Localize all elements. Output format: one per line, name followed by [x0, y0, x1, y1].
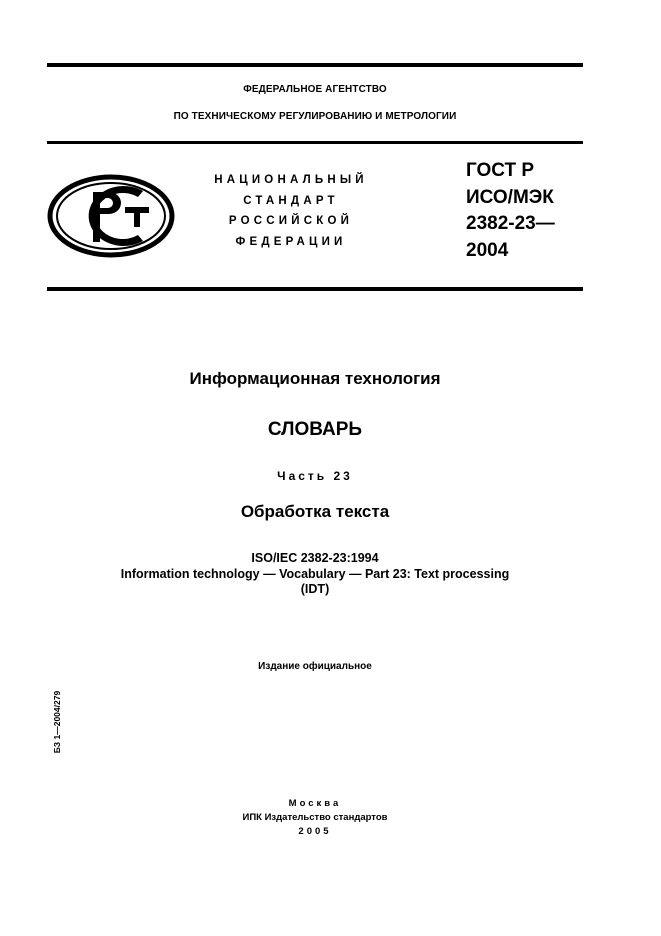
- document-vocabulary-heading: СЛОВАРЬ: [267, 419, 363, 440]
- agency-line-1: ФЕДЕРАЛЬНОЕ АГЕНТСТВО: [243, 84, 387, 95]
- middle-rule: [47, 141, 583, 144]
- designation-line: ИСО/МЭК: [466, 186, 554, 208]
- standard-type-line: НАЦИОНАЛЬНЫЙ: [214, 174, 368, 186]
- iso-equivalence: (IDT): [300, 582, 330, 596]
- catalog-code: БЗ 1—2004/279: [52, 690, 62, 754]
- top-rule: [47, 63, 583, 67]
- document-part-number: Часть 23: [277, 469, 353, 483]
- imprint-publisher: ИПК Издательство стандартов: [242, 812, 388, 823]
- designation-line: ГОСТ Р: [466, 160, 535, 181]
- iso-title: Information technology — Vocabulary — Part 23: Text processing: [120, 567, 510, 581]
- standard-type-line: СТАНДАРТ: [243, 194, 339, 207]
- imprint-city: Москва: [288, 798, 342, 809]
- designation-line: 2004: [466, 239, 509, 261]
- edition-label: Издание официальное: [258, 661, 372, 672]
- standard-type-line: ФЕДЕРАЦИИ: [235, 235, 347, 248]
- imprint-year: 2005: [298, 826, 332, 837]
- bottom-rule: [47, 287, 583, 291]
- designation-line: 2382-23—: [466, 213, 555, 234]
- standard-designation: [466, 158, 555, 264]
- standard-type-block: [196, 170, 386, 252]
- document-title: Информационная технология: [189, 369, 441, 388]
- document-subtitle: Обработка текста: [240, 502, 390, 521]
- iso-code: ISO/IEC 2382-23:1994: [251, 551, 379, 565]
- agency-line-2: ПО ТЕХНИЧЕСКОМУ РЕГУЛИРОВАНИЮ И МЕТРОЛОГИИ: [173, 111, 457, 122]
- standard-type-line: РОССИЙСКОЙ: [228, 215, 354, 227]
- gost-r-logo-icon: [47, 174, 175, 258]
